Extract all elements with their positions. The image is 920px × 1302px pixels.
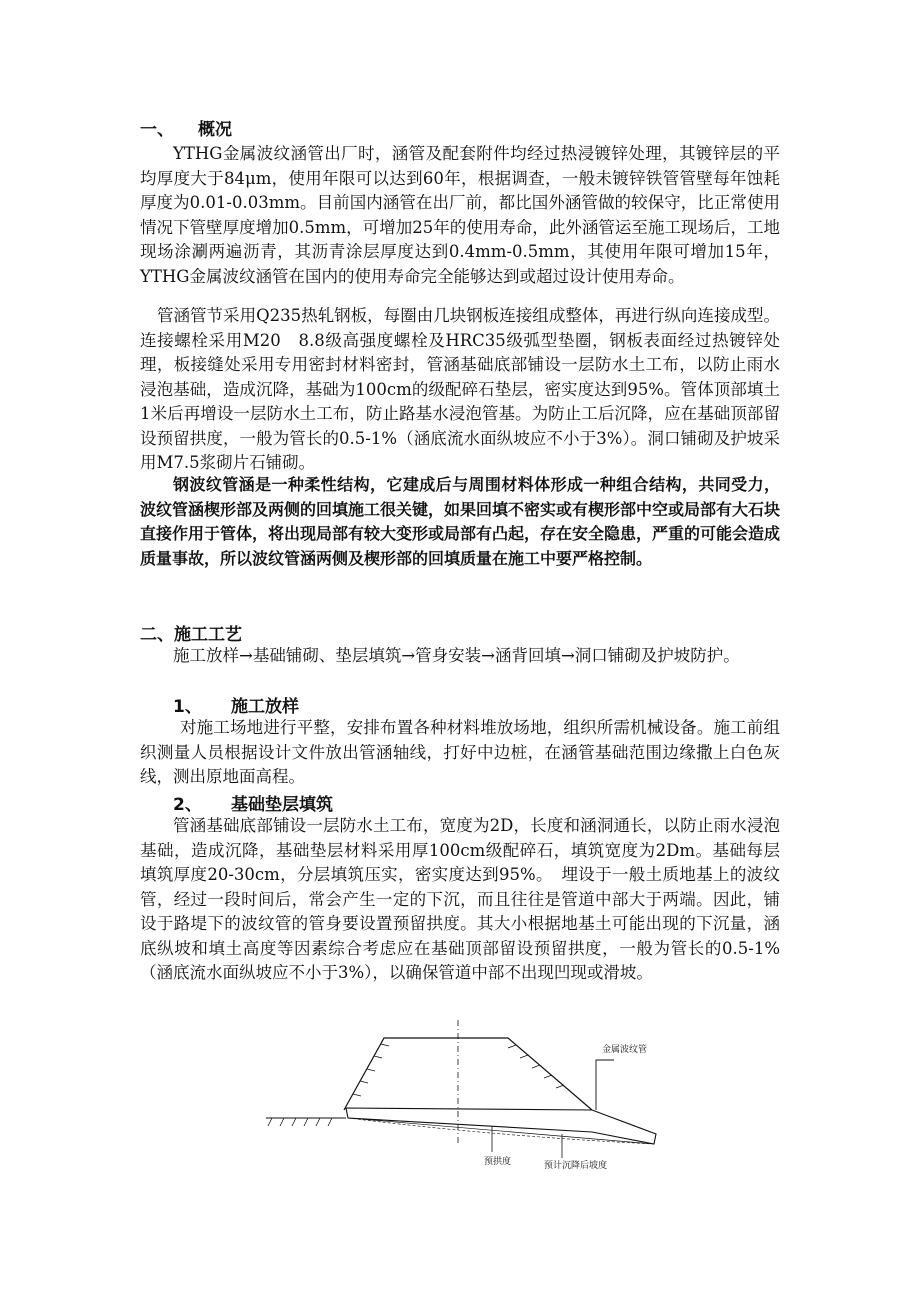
subsection2-title: 基础垫层填筑 <box>231 795 333 815</box>
section2-title: 施工工艺 <box>174 625 242 645</box>
embankment-outline <box>344 1038 592 1110</box>
left-slope-hatching <box>353 1044 389 1096</box>
subsection2-number: 2、 <box>173 795 202 815</box>
pipe-body <box>346 1108 656 1144</box>
section1-title: 概况 <box>198 120 232 140</box>
subsection2-text: 管涵基础底部铺设一层防水土工布，宽度为2D，长度和涵洞通长，以防止雨水浸泡基础，造成沉降，基础垫层材料采用厚100cm级配碎石，填筑宽度为2Dm。基础每层填筑厚度20-30cm，分层填筑压实，密实度达到95%。 埋设于一般土质地基上的波纹管，经过一段时间后，常会产生一定的下沉，而且往往是管道中部大于两端。因此，铺设于路堤下的波纹管的管身要设置预留拱度。其大小根据地基土可能出现的下沉量，涵底纵坡和填土高度等因素综合考虑应在基础顶部留设预留拱度，一般为管长的0.5-1%（涵底流水面纵坡应不小于3%），以确保管道中部不出现凹现或滑坡。 <box>140 816 780 982</box>
section1-paragraph-1: YTHG金属波纹涵管出厂时，涵管及配套附件均经过热浸镀锌处理，其镀锌层的平均厚度大于84μm，使用年限可以达到60年，根据调查，一般未镀锌铁管管壁每年蚀耗厚度为0.01-0.03mm。目前国内涵管在出厂前，都比国外涵管做的较保守，比正常使用情况下管壁厚度增加0.5mm，可增加25年的使用寿命，此外涵管运至施工现场后，工地现场涂涮两遍沥青，其沥青涂层厚度达到0.4mm-0.5mm，其使用年限可增加15年，YTHG金属波纹涵管在国内的使用寿命完全能够达到或超过设计使用寿命。 <box>140 144 780 286</box>
section2-flow: 施工放样→基础铺砌、垫层填筑→管身安装→涵背回填→洞口铺砌及护坡防护。 <box>173 646 740 665</box>
label-metal-corrugated-pipe: 金属波纹管 <box>602 1045 648 1055</box>
subsection2-heading <box>173 790 333 815</box>
ground-hatching-left <box>268 1118 332 1126</box>
label-pre-camber: 预拱度 <box>484 1157 512 1167</box>
subsection1-number: 1、 <box>173 697 202 717</box>
subsection1-title: 施工放样 <box>231 697 299 717</box>
subsection1-heading <box>173 692 299 717</box>
section1-paragraph-3: 钢波纹管涵是一种柔性结构，它建成后与周围材料体形成一种组合结构，共同受力，波纹管涵楔形部及两侧的回填施工很关键，如果回填不密实或有楔形部中空或局部有大石块直接作用于管体，将出现局部有较大变形或局部有凸起，存在安全隐患，严重的可能会造成质量事故，所以波纹管涵两侧及楔形部的回填质量在施工中要严格控制。 <box>140 475 781 568</box>
pipe-leader <box>596 1060 614 1110</box>
camber-curve <box>348 1118 654 1144</box>
subsection1-text: 对施工场地进行平整，安排布置各种材料堆放场地，组织所需机械设备。施工前组织测量人员根据设计文件放出管涵轴线，打好中边桩，在涵管基础范围边缘撒上白色灰线，测出原地面高程。 <box>140 718 780 786</box>
section1-heading <box>140 115 232 140</box>
section1-number: 一、 <box>140 120 174 140</box>
section1-paragraph-2: 管涵管节采用Q235热轧钢板，每圈由几块钢板连接组成整体，再进行纵向连接成型。连接螺栓采用M20 8.8级高强度螺栓及HRC35级弧型垫圈，钢板表面经过热镀锌处理，板接缝处采用专用密封材料密封，管涵基础底部铺设一层防水土工布，以防止雨水浸泡基础，造成沉降，基础为100cm的级配碎石垫层，密实度达到95%。管体顶部填土1米后再增设一层防水土工布，防止路基水浸泡管基。为防止工后沉降，应在基础顶部留设预留拱度，一般为管长的0.5-1%（涵底流水面纵坡应不小于3%）。洞口铺砌及护坡采用M7.5浆砌片石铺砌。 <box>140 306 780 472</box>
section2-heading <box>140 620 242 645</box>
section2-number: 二、 <box>140 625 174 645</box>
culvert-camber-diagram <box>262 1018 672 1178</box>
right-slope-hatching <box>508 1045 564 1088</box>
label-settlement-slope: 预计沉降后坡度 <box>544 1161 608 1171</box>
